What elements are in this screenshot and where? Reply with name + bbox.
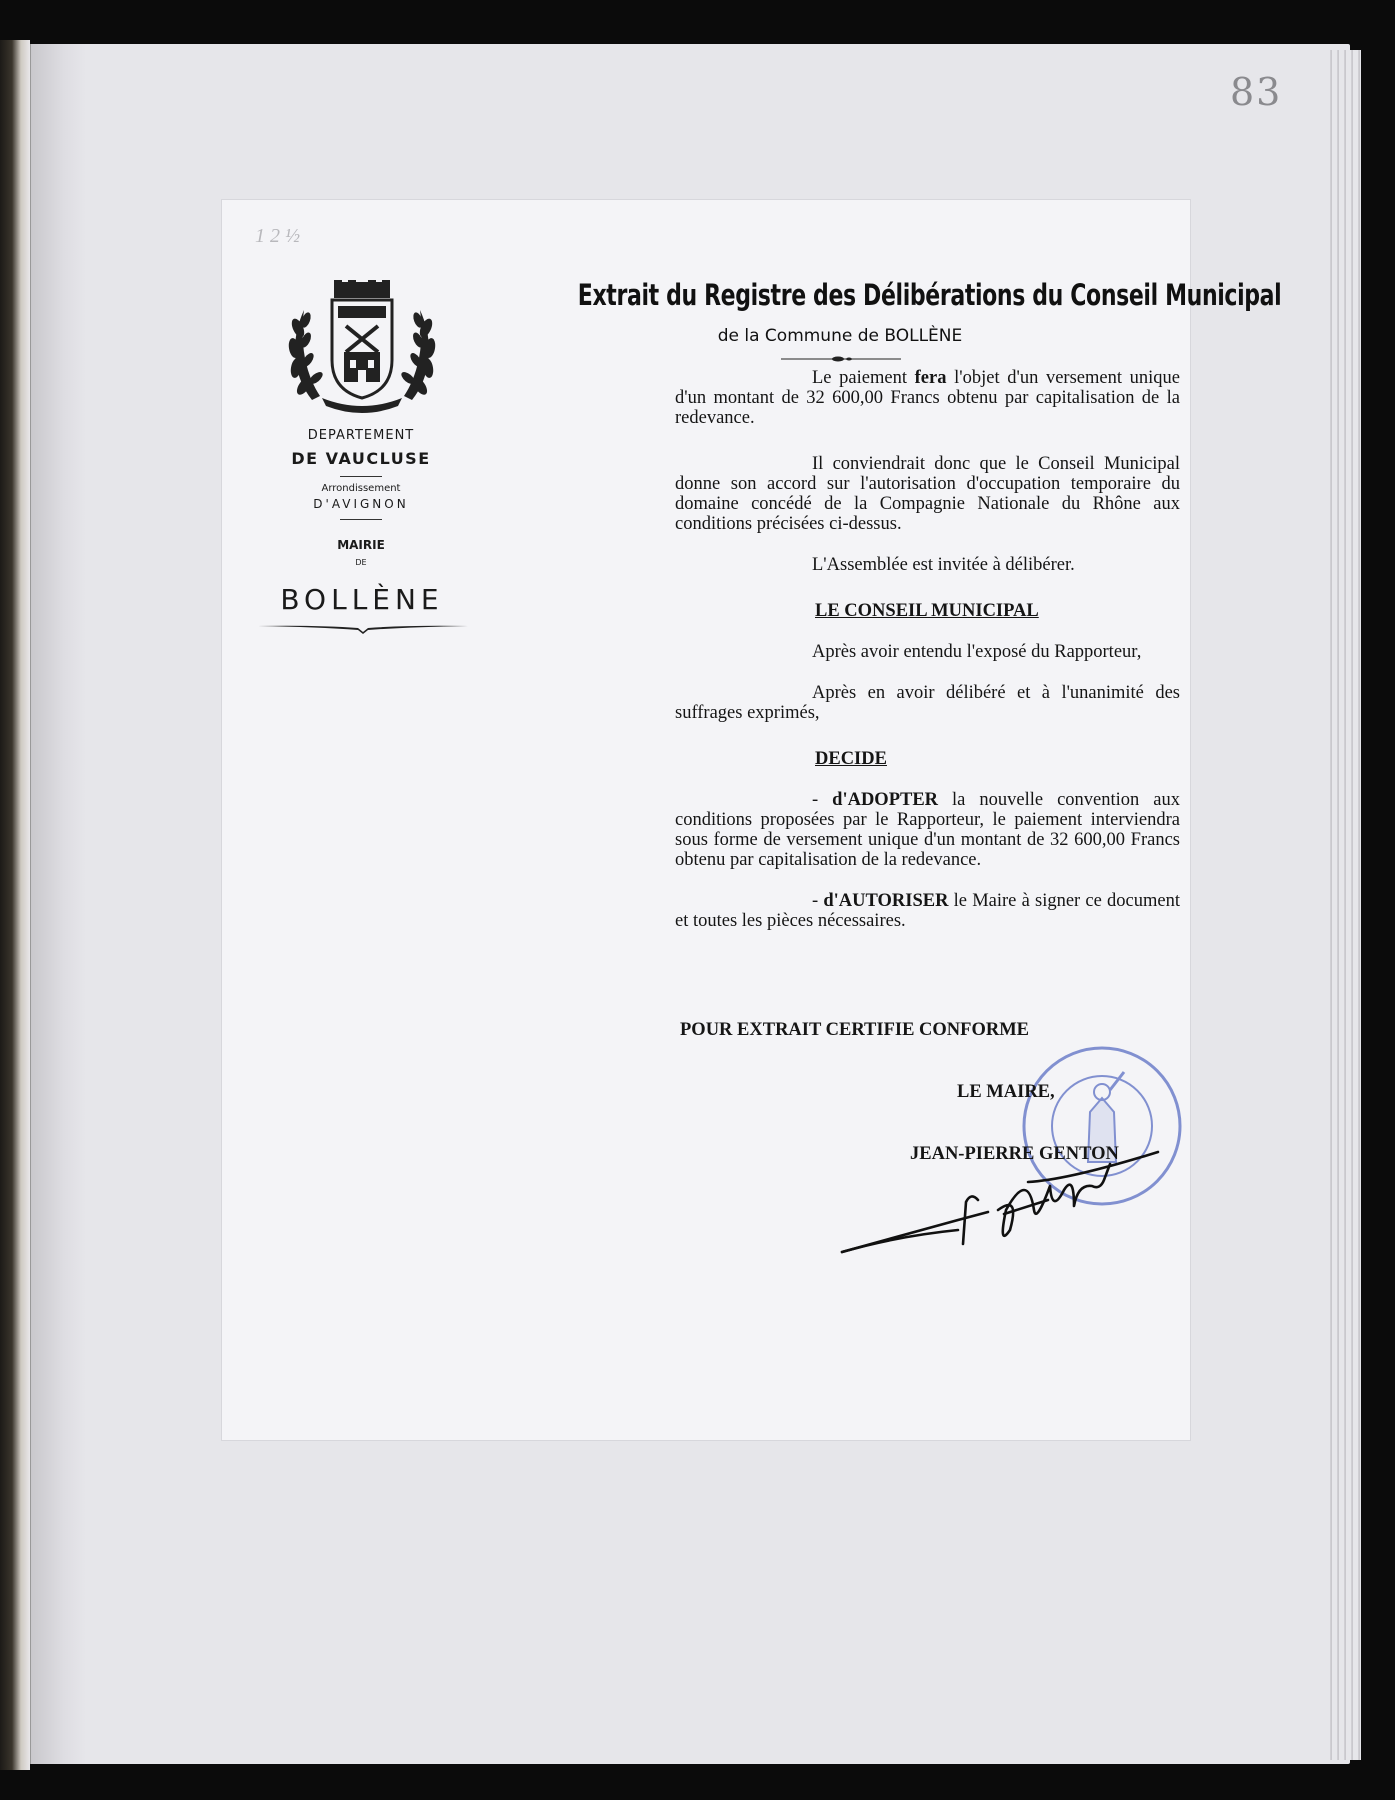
town-underline-flourish — [258, 622, 468, 634]
d1-verb: d'ADOPTER — [832, 790, 939, 810]
town-name: BOLLÈNE — [280, 583, 444, 616]
heading-conseil-municipal: LE CONSEIL MUNICIPAL — [815, 601, 1039, 621]
binder-spine — [0, 40, 30, 1770]
arrondissement-name: D'AVIGNON — [313, 497, 409, 511]
mayor-signature — [838, 1140, 1178, 1260]
de-label: DE — [355, 558, 367, 567]
page-number: 83 — [1230, 70, 1283, 114]
document-subtitle: de la Commune de BOLLÈNE — [717, 326, 963, 346]
letterhead-department — [250, 428, 472, 567]
page-gutter — [30, 44, 86, 1764]
p1-text-end: l'objet d'un versement unique d'un montant de 32 600,00 Francs obtenu par capitalisation de la redevance. — [675, 368, 1180, 428]
d1-dash: - — [812, 790, 833, 810]
town-crest-icon — [282, 280, 442, 420]
p1-bold-word: fera — [914, 368, 947, 388]
paragraph-accord: Il conviendrait donc que le Conseil Municipal donne son accord sur l'autorisation d'occupation temporaire du domaine concédé de la Compagnie Nationale du Rhône aux conditions précisées ci-dessus. — [675, 454, 1180, 534]
document-title: Extrait du Registre des Délibérations du Conseil Municipal — [577, 278, 1282, 312]
paragraph-unanimite: Après en avoir délibéré et à l'unanimité des suffrages exprimés, — [675, 683, 1180, 723]
page-stack-edge — [1325, 50, 1361, 1760]
decision-autoriser — [675, 891, 1180, 931]
paragraph-expose: Après avoir entendu l'exposé du Rapporteur, — [812, 642, 1142, 662]
p1-text-start: Le paiement — [812, 368, 915, 388]
d2-dash: - — [812, 891, 824, 911]
deliberation-body — [675, 368, 1180, 931]
department-name: DE VAUCLUSE — [291, 449, 431, 468]
subtitle-divider — [781, 356, 901, 362]
paragraph-invitation: L'Assemblée est invitée à délibérer. — [812, 555, 1075, 575]
arrondissement-divider — [340, 519, 382, 520]
heading-decide: DECIDE — [815, 749, 887, 769]
mayor-label: LE MAIRE, — [957, 1082, 1055, 1102]
certification-line: POUR EXTRAIT CERTIFIE CONFORME — [680, 1020, 1029, 1040]
d1-text: la nouvelle convention aux conditions proposées par le Rapporteur, le paiement interviendra sous forme de versement unique d'un montant de 32 600,00 Francs obtenu par capitalisation de la redevance. — [675, 790, 1180, 870]
mairie-label: MAIRIE — [337, 538, 385, 552]
d2-text: le Maire à signer ce document et toutes les pièces nécessaires. — [675, 891, 1180, 931]
decision-adopter — [675, 790, 1180, 870]
pencil-note: 1 2 ½ — [255, 225, 300, 247]
mayor-name: JEAN-PIERRE GENTON — [910, 1144, 1119, 1164]
paragraph-payment — [675, 368, 1180, 428]
arrondissement-label: Arrondissement — [321, 483, 401, 494]
department-label: DEPARTEMENT — [307, 428, 415, 443]
department-divider — [340, 476, 382, 477]
d2-verb: d'AUTORISER — [823, 891, 949, 911]
